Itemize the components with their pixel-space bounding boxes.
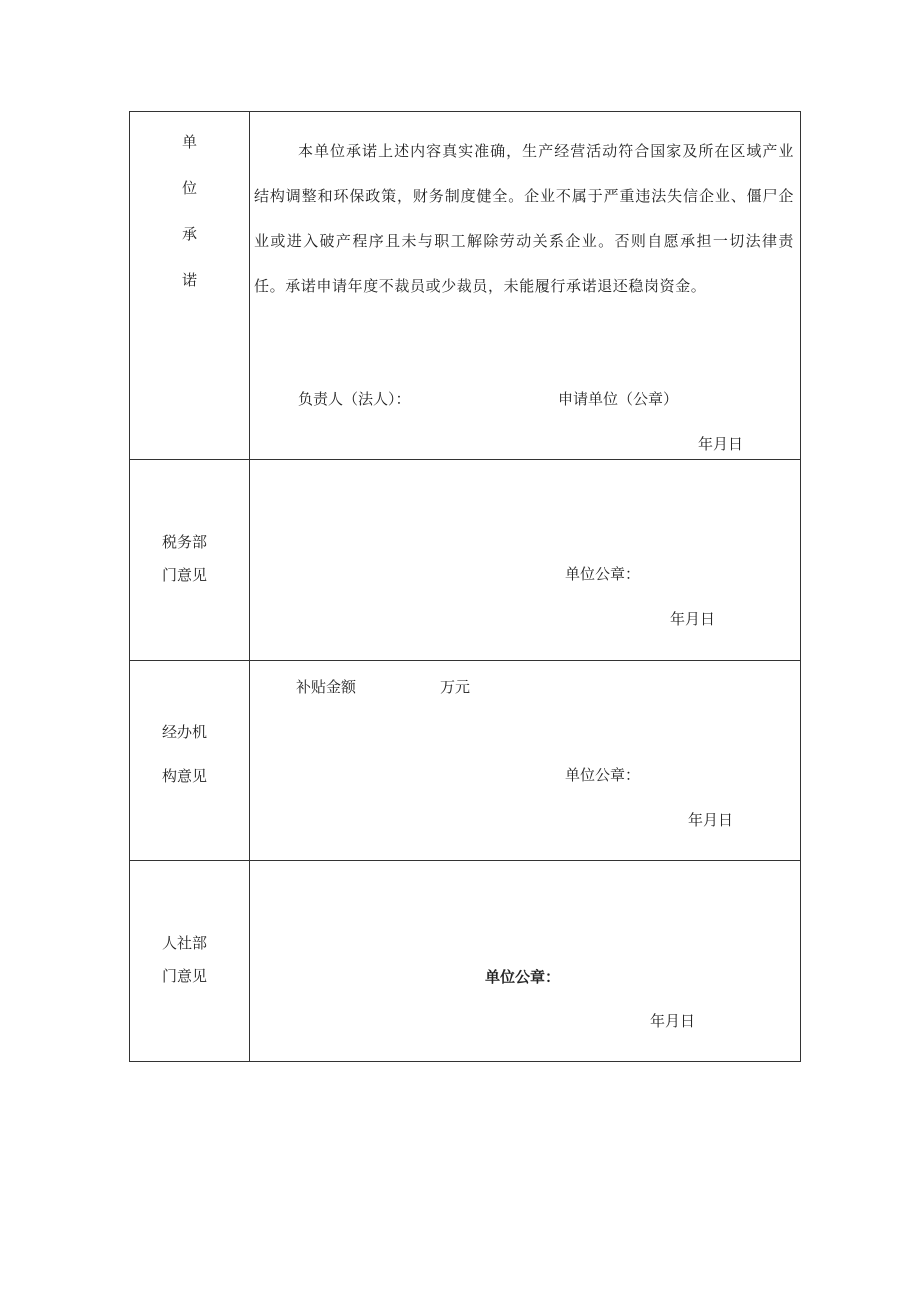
tax-opinion-row — [130, 460, 800, 661]
hr-date: 年月日 — [650, 1012, 696, 1030]
hr-label-cell — [130, 861, 250, 1061]
commitment-date: 年月日 — [698, 435, 744, 453]
agency-opinion-row — [130, 661, 800, 861]
commitment-content-cell — [250, 112, 800, 459]
subsidy-unit-label: 万元 — [440, 678, 471, 696]
approval-form-table — [129, 111, 801, 1062]
agency-seal-label: 单位公章： — [565, 766, 641, 784]
hr-label-line: 门意见 — [162, 967, 208, 985]
commitment-label-char: 承 — [182, 225, 198, 243]
commitment-row — [130, 112, 800, 460]
tax-date: 年月日 — [670, 610, 716, 628]
subsidy-amount-label: 补贴金额 — [296, 678, 357, 696]
tax-content-cell — [250, 460, 800, 660]
commitment-label-char: 单 — [182, 133, 198, 151]
responsible-person-label: 负责人（法人）： — [298, 390, 411, 408]
applicant-seal-label: 申请单位（公章） — [558, 390, 679, 408]
agency-label-cell — [130, 661, 250, 860]
hr-label-line: 人社部 — [162, 934, 208, 952]
tax-label-line: 税务部 — [162, 533, 208, 551]
hr-content-cell — [250, 861, 800, 1061]
agency-date: 年月日 — [688, 811, 734, 829]
hr-opinion-row — [130, 861, 800, 1061]
tax-label-cell — [130, 460, 250, 660]
commitment-label-cell — [130, 112, 250, 459]
agency-content-cell — [250, 661, 800, 860]
agency-label-line: 经办机 — [162, 723, 208, 741]
hr-seal-label: 单位公章： — [485, 968, 561, 986]
tax-seal-label: 单位公章： — [565, 565, 641, 583]
commitment-label-char: 位 — [182, 179, 198, 197]
commitment-paragraph: 本单位承诺上述内容真实准确，生产经营活动符合国家及所在区域产业结构调整和环保政策，财务制度健全。企业不属于严重违法失信企业、僵尸企业或进入破产程序且未与职工解除劳动关系企业。否则自愿承担一切法律责任。承诺申请年度不裁员或少裁员，未能履行承诺退还稳岗资金。 — [254, 142, 794, 295]
agency-label-line: 构意见 — [162, 767, 208, 785]
commitment-label-char: 诺 — [182, 271, 198, 289]
tax-label-line: 门意见 — [162, 566, 208, 584]
